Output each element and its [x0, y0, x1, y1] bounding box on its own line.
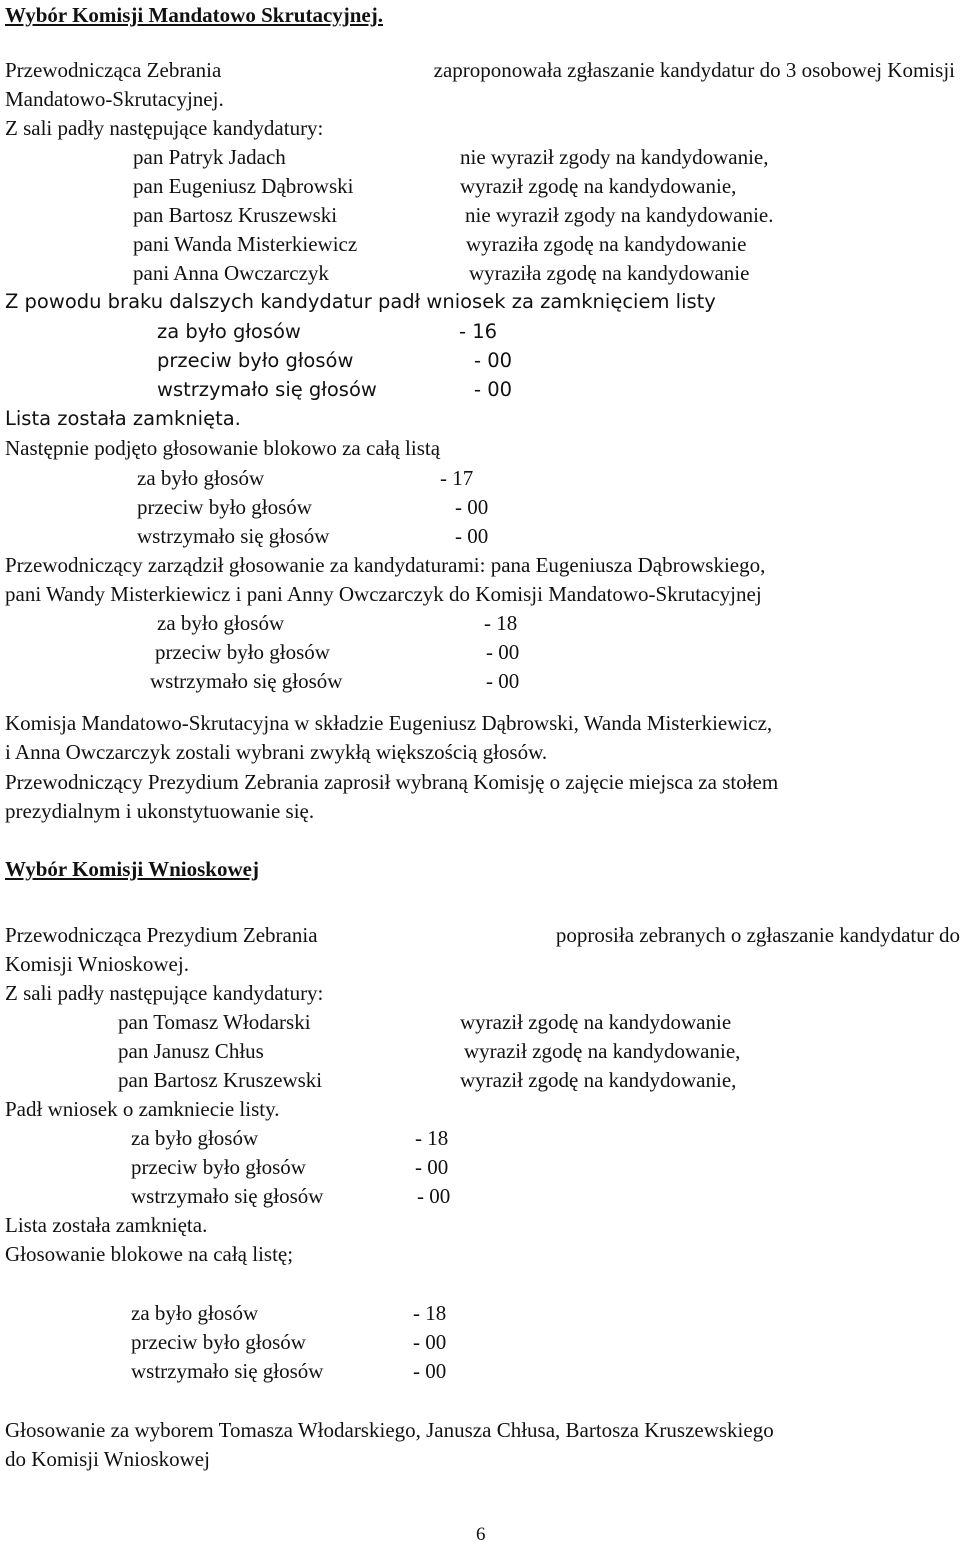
vote-label: wstrzymało się głosów	[131, 1184, 324, 1208]
candidate-name: pan Patryk Jadach	[133, 145, 286, 169]
candidate-name: pan Bartosz Kruszewski	[118, 1068, 323, 1092]
vote-label: wstrzymało się głosów	[131, 1359, 324, 1383]
section-heading-mandate-commission: Wybór Komisji Mandatowo Skrutacyjnej.	[5, 3, 383, 27]
candidate-status: nie wyraził zgody na kandydowanie,	[460, 145, 769, 169]
vote-count: - 00	[486, 640, 520, 664]
intro-right-text: poprosiła zebranych o zgłaszanie kandydatur do	[555, 923, 960, 947]
block-vote-intro: Następnie podjęto głosowanie blokowo za całą listą	[5, 436, 441, 460]
invitation-line: Przewodniczący Prezydium Zebrania zaprosił wybraną Komisję o zajęcie miejsca za stołem	[5, 770, 779, 794]
candidate-name: pan Tomasz Włodarski	[118, 1010, 311, 1034]
candidate-name: pan Bartosz Kruszewski	[133, 203, 338, 227]
vote-label: przeciw było głosów	[155, 640, 330, 664]
vote-label: za było głosów	[131, 1301, 259, 1325]
section-heading-motions-commission: Wybór Komisji Wnioskowej	[5, 857, 259, 881]
vote-count: - 00	[415, 1155, 449, 1179]
commission-result-line: i Anna Owczarczyk zostali wybrani zwykłą większością głosów.	[5, 740, 548, 764]
vote-count: - 18	[413, 1301, 447, 1325]
vote-label: przeciw było głosów	[137, 495, 312, 519]
intro-paragraph-line	[5, 58, 955, 82]
vote-count: - 18	[415, 1126, 449, 1150]
vote-label: za było głosów	[157, 611, 285, 635]
vote-count: - 18	[484, 611, 518, 635]
vote-label: wstrzymało się głosów	[150, 669, 343, 693]
chair-order-line: pani Wandy Misterkiewicz i pani Anny Owczarczyk do Komisji Mandatowo-Skrutacyjnej	[5, 582, 762, 606]
vote-count: - 16	[459, 320, 498, 343]
vote-count: - 17	[440, 466, 474, 490]
vote-count: - 00	[474, 378, 513, 401]
intro-right-text: zaproponowała zgłaszanie kandydatur do 3 osobowej Komisji	[433, 58, 955, 82]
vote-count: - 00	[413, 1359, 447, 1383]
candidates-intro: Z sali padły następujące kandydatury:	[5, 981, 324, 1005]
vote-label: wstrzymało się głosów	[137, 524, 330, 548]
vote-count: - 00	[455, 495, 489, 519]
final-vote-line: do Komisji Wnioskowej	[5, 1447, 210, 1471]
vote-label: za było głosów	[157, 320, 301, 343]
vote-count: - 00	[455, 524, 489, 548]
candidate-status: nie wyraził zgody na kandydowanie.	[465, 203, 774, 227]
page-number: 6	[476, 1524, 486, 1545]
candidate-name: pan Eugeniusz Dąbrowski	[133, 174, 354, 198]
intro-paragraph-line: Komisji Wnioskowej.	[5, 952, 189, 976]
close-list-motion: Z powodu braku dalszych kandydatur padł wniosek za zamknięciem listy	[5, 290, 716, 313]
candidate-status: wyraził zgodę na kandydowanie,	[464, 1039, 741, 1063]
vote-count: - 00	[474, 349, 513, 372]
vote-label: przeciw było głosów	[131, 1330, 306, 1354]
candidate-name: pani Anna Owczarczyk	[133, 261, 329, 285]
intro-paragraph-line: Mandatowo-Skrutacyjnej.	[5, 87, 224, 111]
vote-label: za było głosów	[131, 1126, 259, 1150]
intro-left-text: Przewodnicząca Zebrania	[5, 58, 222, 82]
intro-left-text: Przewodnicząca Prezydium Zebrania	[5, 923, 318, 947]
candidate-status: wyraziła zgodę na kandydowanie	[466, 232, 747, 256]
candidate-status: wyraził zgodę na kandydowanie,	[460, 174, 737, 198]
vote-label: wstrzymało się głosów	[157, 378, 377, 401]
block-vote-intro: Głosowanie blokowe na całą listę;	[5, 1242, 294, 1266]
candidate-status: wyraził zgodę na kandydowanie,	[460, 1068, 737, 1092]
candidate-status: wyraził zgodę na kandydowanie	[460, 1010, 732, 1034]
final-vote-line: Głosowanie za wyborem Tomasza Włodarskiego, Janusza Chłusa, Bartosza Kruszewskiego	[5, 1418, 774, 1442]
candidates-intro: Z sali padły następujące kandydatury:	[5, 116, 324, 140]
vote-count: - 00	[486, 669, 520, 693]
close-list-motion: Padł wniosek o zamkniecie listy.	[5, 1097, 280, 1121]
candidate-status: wyraziła zgodę na kandydowanie	[469, 261, 750, 285]
candidate-name: pani Wanda Misterkiewicz	[133, 232, 358, 256]
list-closed-note: Lista została zamknięta.	[5, 1213, 208, 1237]
candidate-name: pan Janusz Chłus	[118, 1039, 264, 1063]
vote-label: przeciw było głosów	[131, 1155, 306, 1179]
vote-label: przeciw było głosów	[157, 349, 354, 372]
list-closed-note: Lista została zamknięta.	[5, 407, 241, 430]
invitation-line: prezydialnym i ukonstytuowanie się.	[5, 799, 315, 823]
commission-result-line: Komisja Mandatowo-Skrutacyjna w składzie Eugeniusz Dąbrowski, Wanda Misterkiewicz,	[5, 711, 773, 735]
vote-count: - 00	[413, 1330, 447, 1354]
intro-paragraph-line	[5, 923, 960, 947]
vote-count: - 00	[417, 1184, 451, 1208]
chair-order-line: Przewodniczący zarządził głosowanie za kandydaturami: pana Eugeniusza Dąbrowskiego,	[5, 553, 766, 577]
vote-label: za było głosów	[137, 466, 265, 490]
